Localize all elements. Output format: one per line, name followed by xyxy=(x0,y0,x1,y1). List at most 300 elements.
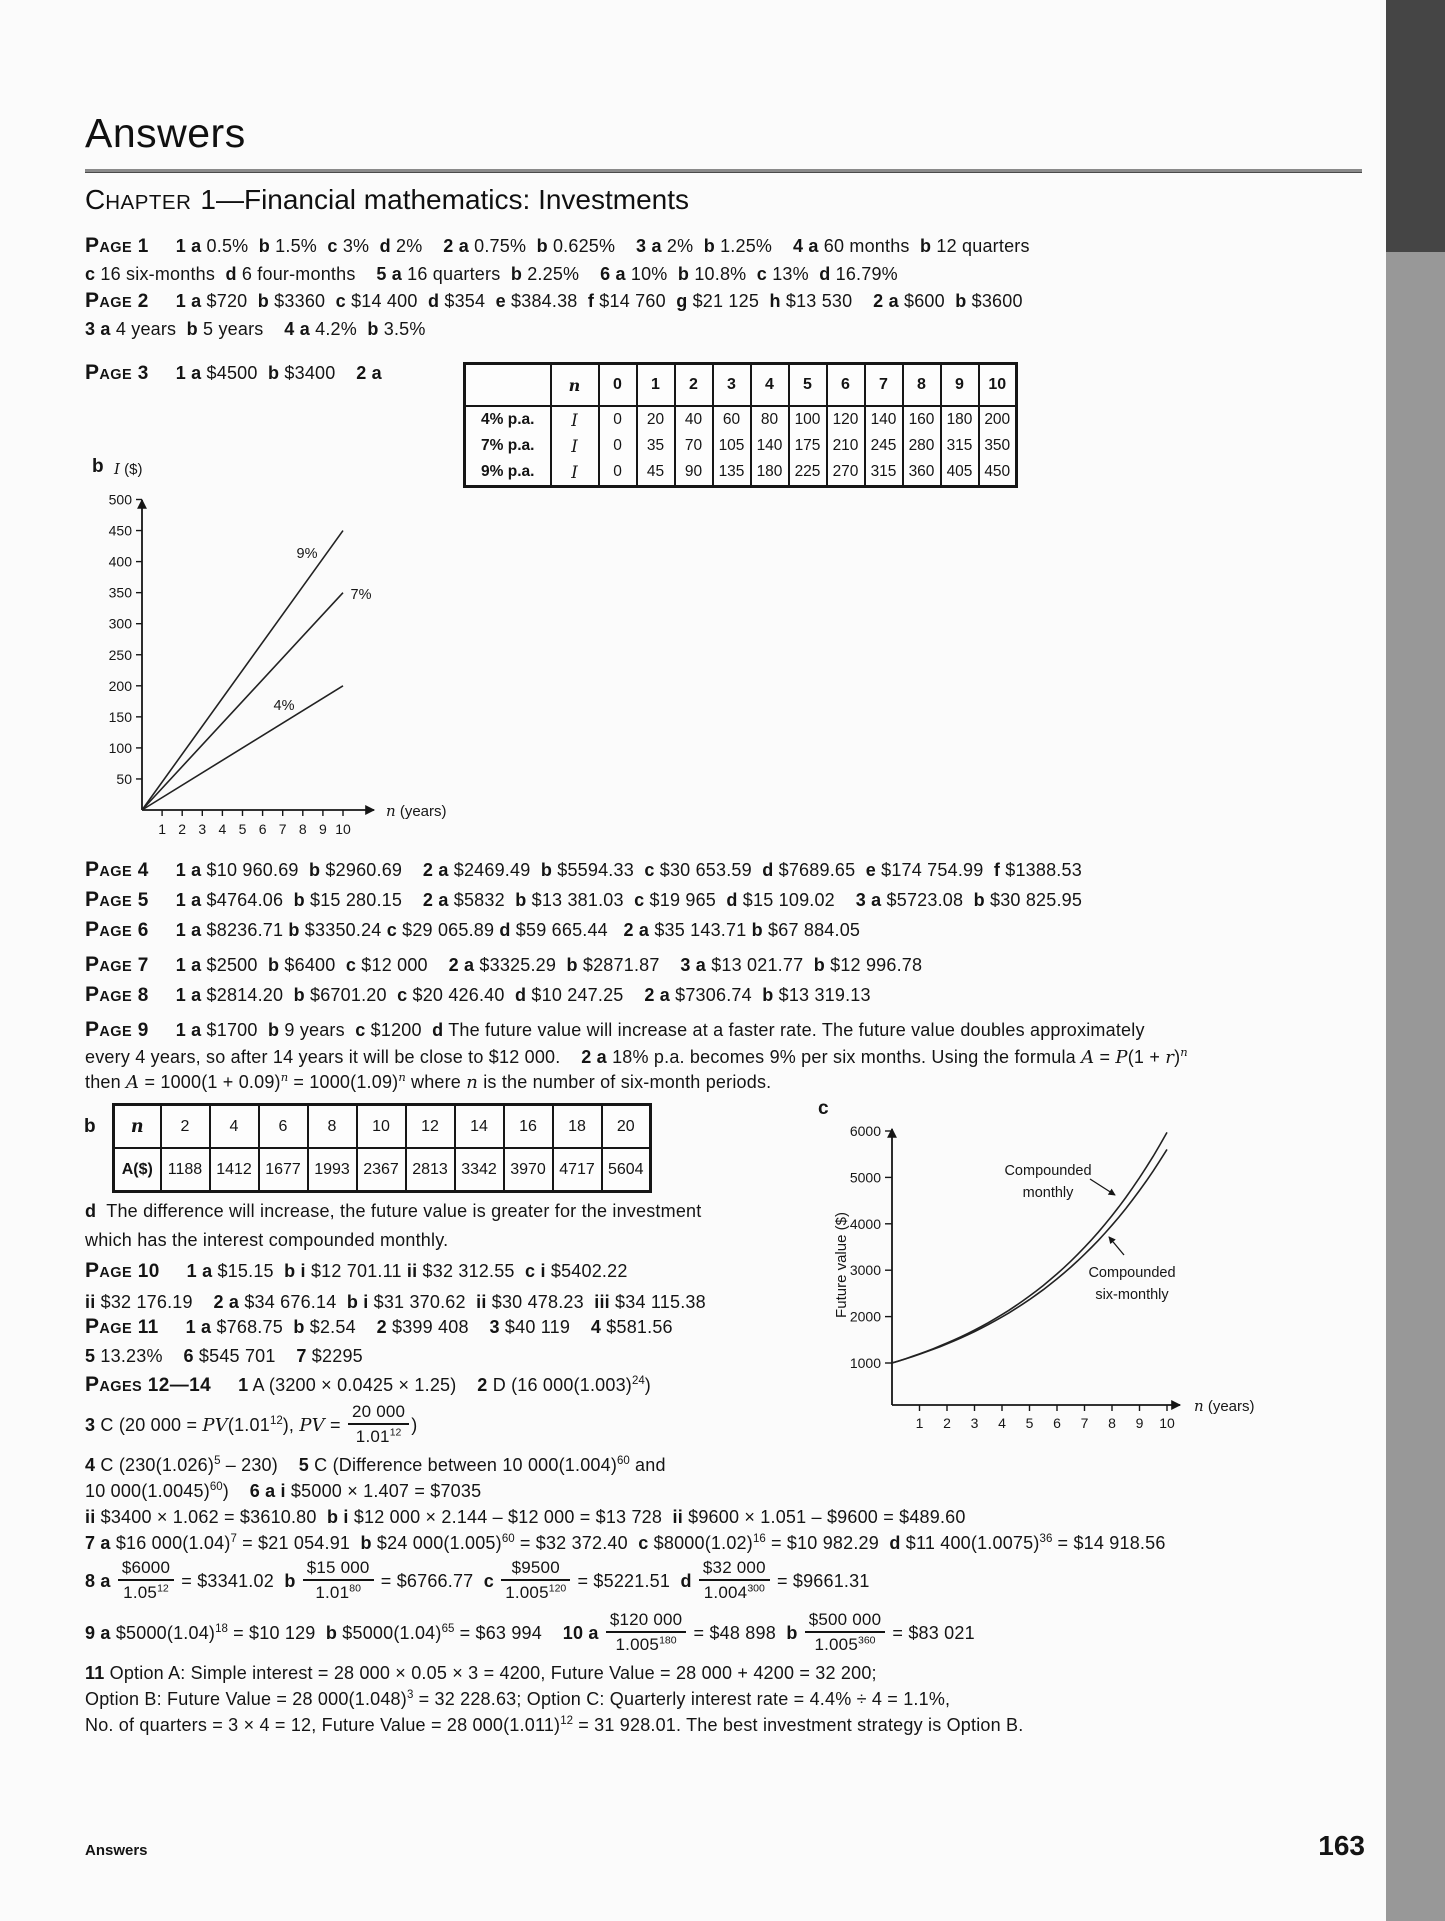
text-segment: b xyxy=(786,1622,798,1643)
answer-line xyxy=(85,1660,1166,1686)
answer-line xyxy=(85,1608,1166,1660)
table-cell: 1412 xyxy=(210,1148,259,1192)
x-tick-label: 9 xyxy=(319,821,327,837)
text-segment: c xyxy=(397,985,408,1005)
text-segment: ) xyxy=(644,1375,651,1395)
text-segment: 13.23% xyxy=(95,1346,184,1366)
answer-line xyxy=(85,1556,1166,1608)
table-cell: I xyxy=(551,433,599,459)
annotation-arrow xyxy=(1090,1179,1115,1195)
page-edge-strip-dark xyxy=(1386,0,1445,252)
text-segment: b xyxy=(268,1020,280,1040)
text-segment: $12 000 × 2.144 – $12 000 = $13 728 xyxy=(348,1507,673,1527)
text-segment: = xyxy=(324,1414,346,1435)
text-segment: 2 xyxy=(477,1375,488,1395)
answer-line xyxy=(85,1313,673,1343)
table-row xyxy=(114,1105,651,1149)
table-cell: 60 xyxy=(713,406,751,433)
table-row xyxy=(465,406,1017,433)
text-segment: = $5221.51 xyxy=(572,1570,681,1591)
text-segment: 8 a xyxy=(85,1570,111,1591)
page-label: PAGE 4 xyxy=(85,858,149,881)
text-segment: 6 a i xyxy=(249,1481,286,1501)
text-segment: b xyxy=(284,1570,296,1591)
text-segment: (1.01 xyxy=(227,1414,270,1435)
page-label: PAGE 5 xyxy=(85,888,149,911)
text-segment: $10 247.25 xyxy=(526,985,645,1005)
text-segment: b xyxy=(293,1317,305,1337)
superscript: 60 xyxy=(209,1481,223,1493)
text-segment: 6 a xyxy=(600,264,626,284)
text-segment: c xyxy=(85,264,96,284)
answer-line xyxy=(85,1045,1188,1071)
text-segment: $2469.49 xyxy=(448,860,541,880)
text-segment: = $14 918.56 xyxy=(1052,1533,1166,1553)
text-segment: $545 701 xyxy=(193,1346,297,1366)
superscript: 65 xyxy=(441,1622,455,1635)
text-segment: 3 a xyxy=(680,955,706,975)
text-segment: $14 400 xyxy=(345,291,428,311)
text-segment: 2 a xyxy=(356,363,382,383)
x-tick-label: 1 xyxy=(915,1415,924,1431)
table-header-cell: 9% p.a. xyxy=(465,459,551,487)
series-label-monthly: Compounded xyxy=(1004,1163,1092,1179)
text-segment: r xyxy=(1165,1046,1175,1068)
table-cell: 18 xyxy=(553,1105,602,1149)
series-line-7% xyxy=(142,593,343,810)
table-cell: 2 xyxy=(161,1105,210,1149)
table-cell: 405 xyxy=(941,459,979,487)
answer-line xyxy=(85,857,1082,885)
text-segment: $30 478.23 xyxy=(486,1292,595,1312)
text-segment: $59 665.44 xyxy=(510,920,624,940)
superscript: 180 xyxy=(659,1634,677,1647)
footer-page-number: 163 xyxy=(1318,1830,1365,1861)
table-cell: 4 xyxy=(210,1105,259,1149)
text-segment: b xyxy=(536,236,548,256)
text-segment: $12 701.11 xyxy=(305,1261,407,1281)
text-segment: b xyxy=(677,264,690,284)
text-segment: b xyxy=(510,264,523,284)
answers-page-4 xyxy=(85,857,1082,885)
text-segment: b xyxy=(955,291,967,311)
chapter-title: 1—Financial mathematics: Investments xyxy=(200,184,690,215)
table-cell: 3342 xyxy=(455,1148,504,1192)
text-segment: $24 000(1.005) xyxy=(371,1533,502,1553)
text-segment: $3600 xyxy=(966,291,1023,311)
text-segment: $1200 xyxy=(365,1020,433,1040)
text-segment: $6400 xyxy=(279,955,346,975)
text-segment: 16 six-months xyxy=(95,264,226,284)
table-header-cell: 0 xyxy=(599,364,637,407)
text-segment: A xyxy=(1081,1046,1095,1068)
text-segment: 11 xyxy=(85,1663,105,1683)
answers-page-7 xyxy=(85,952,922,980)
text-segment: 3 a xyxy=(85,319,111,339)
table-cell: 10 xyxy=(357,1105,406,1149)
text-segment: 4.2% xyxy=(309,319,368,339)
text-segment: 10 a xyxy=(562,1622,599,1643)
text-segment: 1 a xyxy=(175,236,202,256)
x-tick-label: 8 xyxy=(298,821,307,837)
x-tick-label: 5 xyxy=(1025,1415,1034,1431)
text-segment: n xyxy=(466,1072,479,1093)
text-segment: $2814.20 xyxy=(201,985,294,1005)
text-segment: $13 021.77 xyxy=(706,955,814,975)
x-tick-label: 10 xyxy=(1159,1415,1175,1431)
text-segment: c i xyxy=(525,1261,546,1281)
text-segment: g xyxy=(676,291,688,311)
text-segment: C (20 000 = xyxy=(95,1414,203,1435)
answer-line xyxy=(85,1686,1166,1712)
text-segment: 1.005 xyxy=(814,1635,858,1654)
table-cell: 40 xyxy=(675,406,713,433)
text-segment: then xyxy=(85,1072,127,1092)
text-segment: $3400 xyxy=(279,363,357,383)
x-tick-label: 1 xyxy=(158,821,166,837)
table-cell: 16 xyxy=(504,1105,553,1149)
superscript: 12 xyxy=(269,1414,283,1427)
text-segment: c xyxy=(386,920,397,940)
text-segment: = $63 994 xyxy=(454,1622,563,1643)
x-axis-label: n (years) xyxy=(1194,1397,1255,1415)
text-segment: 10 000(1.0045) xyxy=(85,1481,210,1501)
text-segment: = $32 372.40 xyxy=(514,1533,639,1553)
text-segment: 1.25% xyxy=(714,236,793,256)
text-segment: $5402.22 xyxy=(545,1261,628,1281)
text-segment: 1 a xyxy=(186,1261,213,1281)
answers-page-3 xyxy=(85,360,382,388)
text-segment xyxy=(296,1571,301,1591)
text-segment: 2.25% xyxy=(522,264,601,284)
answer-line xyxy=(85,1530,1166,1556)
text-segment: $13 319.13 xyxy=(773,985,871,1005)
x-tick-label: 3 xyxy=(198,821,207,837)
text-segment: b xyxy=(293,890,305,910)
text-segment: b xyxy=(360,1533,372,1553)
page-label: PAGE 3 xyxy=(85,361,149,384)
text-segment: = $83 021 xyxy=(887,1622,975,1643)
text-segment: = $48 898 xyxy=(688,1622,787,1643)
text-segment: P xyxy=(1115,1046,1128,1068)
text-segment: $15 109.02 xyxy=(737,890,856,910)
text-segment: 12 quarters xyxy=(931,236,1030,256)
table-cell: 70 xyxy=(675,433,713,459)
text-segment: e xyxy=(495,291,506,311)
answer-line xyxy=(85,917,860,945)
table-header-cell: 1 xyxy=(637,364,675,407)
text-segment: 2% xyxy=(390,236,444,256)
text-segment: $9600 × 1.051 – $9600 = $489.60 xyxy=(682,1507,966,1527)
x-tick-label: 2 xyxy=(178,821,187,837)
x-tick-label: 4 xyxy=(218,821,227,837)
table-cell: I xyxy=(551,459,599,487)
answers-page-9 xyxy=(85,1018,1188,1096)
text-segment: 4 xyxy=(590,1317,602,1337)
text-segment: 1.004 xyxy=(703,1583,748,1602)
table-row xyxy=(114,1148,651,1192)
graph-part-letter-b: b xyxy=(92,456,104,477)
text-segment: $67 884.05 xyxy=(762,920,861,940)
table-cell: 100 xyxy=(789,406,827,433)
series-label-six-monthly: Compounded xyxy=(1088,1265,1176,1281)
table-cell: 280 xyxy=(903,433,941,459)
text-segment: $581.56 xyxy=(601,1317,673,1337)
page-label: PAGE 6 xyxy=(85,918,149,941)
text-segment: Option A: Simple interest = 28 000 × 0.05 × 3 = 4200, Future Value = 28 000 + 4200 = 32 200; xyxy=(104,1663,877,1683)
text-segment: b xyxy=(515,890,527,910)
page-label: PAGE 11 xyxy=(85,1315,159,1338)
answers-page-2 xyxy=(85,288,1023,342)
answer-line xyxy=(85,1452,1166,1478)
text-segment: $32 312.55 xyxy=(417,1261,526,1281)
table-part-letter-b: b xyxy=(84,1116,96,1137)
series-line-9% xyxy=(142,531,343,810)
y-tick-label: 300 xyxy=(108,615,132,632)
text-segment: 1 a xyxy=(185,1317,212,1337)
text-segment: iii xyxy=(594,1292,610,1312)
text-segment: 5 a xyxy=(376,264,402,284)
series-label-9%: 9% xyxy=(296,546,318,562)
y-axis-label: Future value ($) xyxy=(833,1212,850,1318)
text-segment: 1.01 xyxy=(315,1583,350,1602)
table-cell: 140 xyxy=(751,433,789,459)
x-tick-label: 9 xyxy=(1135,1415,1144,1431)
text-segment: $31 370.62 xyxy=(368,1292,477,1312)
table-cell: 90 xyxy=(675,459,713,487)
y-tick-label: 150 xyxy=(108,708,132,725)
x-tick-label: 10 xyxy=(335,821,351,837)
text-segment: $1700 xyxy=(201,1020,268,1040)
x-tick-label: 7 xyxy=(1080,1415,1089,1431)
text-segment: 9 a xyxy=(85,1622,111,1643)
text-segment: = $3341.02 xyxy=(176,1570,285,1591)
text-segment xyxy=(111,1571,116,1591)
table-cell: 200 xyxy=(979,406,1017,433)
fraction xyxy=(699,1557,770,1603)
text-segment: b xyxy=(703,236,715,256)
text-segment: b xyxy=(268,955,280,975)
text-segment: 10% xyxy=(625,264,678,284)
x-tick-label: 8 xyxy=(1108,1415,1116,1431)
text-segment: 2 a xyxy=(213,1292,240,1312)
answers-page-6 xyxy=(85,917,860,945)
text-segment: $8000(1.02) xyxy=(648,1533,753,1553)
annotation-arrow xyxy=(1109,1237,1124,1255)
text-segment: $174 754.99 xyxy=(875,860,994,880)
text-segment: 1 a xyxy=(175,920,202,940)
text-segment: $3325.29 xyxy=(474,955,567,975)
text-segment: $32 176.19 xyxy=(95,1292,214,1312)
text-segment: b xyxy=(973,890,985,910)
text-segment: The difference will increase, the future value is greater for the investment xyxy=(96,1201,702,1221)
text-segment: A xyxy=(126,1072,140,1093)
answer-line xyxy=(85,233,1030,261)
series-label-4%: 4% xyxy=(273,698,295,714)
text-segment: $34 676.14 xyxy=(239,1292,347,1312)
superscript: 5 xyxy=(214,1455,221,1467)
table-row xyxy=(465,459,1017,487)
text-segment: b xyxy=(762,985,774,1005)
table-cell: 1677 xyxy=(259,1148,308,1192)
text-segment: $6701.20 xyxy=(304,985,398,1005)
text-segment: 0.75% xyxy=(468,236,537,256)
table-cell: 5604 xyxy=(602,1148,651,1192)
y-tick-label: 250 xyxy=(108,646,132,663)
text-segment: $720 xyxy=(201,291,258,311)
text-segment: d xyxy=(432,1020,444,1040)
text-segment: 1 a xyxy=(175,890,202,910)
text-segment: $32 000 xyxy=(702,1558,766,1577)
superscript: 60 xyxy=(501,1533,515,1545)
text-segment: $15.15 xyxy=(212,1261,285,1281)
table-cell: 210 xyxy=(827,433,865,459)
table-cell: 245 xyxy=(865,433,903,459)
answer-line xyxy=(85,1343,673,1370)
text-segment: b xyxy=(566,955,578,975)
text-segment: 2 a xyxy=(443,236,469,256)
text-segment: $34 115.38 xyxy=(609,1292,706,1312)
text-segment: b xyxy=(186,319,198,339)
page-title: Answers xyxy=(85,110,246,156)
text-segment: $4764.06 xyxy=(201,890,294,910)
text-segment: c xyxy=(355,1020,366,1040)
text-segment: 2 a xyxy=(873,291,899,311)
text-segment: = $10 982.29 xyxy=(765,1533,890,1553)
text-segment: 1.005 xyxy=(615,1635,660,1654)
text-segment: c xyxy=(335,291,346,311)
text-segment: = $6766.77 xyxy=(375,1570,484,1591)
answer-line xyxy=(85,1256,706,1288)
text-segment: 2 xyxy=(376,1317,387,1337)
text-segment: 0.5% xyxy=(201,236,259,256)
superscript: n xyxy=(398,1070,406,1084)
text-segment: $2871.87 xyxy=(577,955,681,975)
text-segment: $13 381.03 xyxy=(526,890,635,910)
text-segment: 2% xyxy=(661,236,704,256)
text-segment: c xyxy=(638,1533,649,1553)
text-segment: b xyxy=(367,319,379,339)
superscript: 360 xyxy=(857,1634,876,1647)
text-segment: D (16 000(1.003) xyxy=(487,1375,632,1395)
text-segment: 2 a xyxy=(422,890,449,910)
superscript: 7 xyxy=(230,1533,237,1545)
fraction xyxy=(303,1557,374,1603)
text-segment: $29 065.89 xyxy=(396,920,500,940)
text-segment: $3400 × 1.062 = $3610.80 xyxy=(95,1507,328,1527)
x-tick-label: 5 xyxy=(238,821,247,837)
text-segment xyxy=(798,1623,803,1643)
table-cell: 4717 xyxy=(553,1148,602,1192)
page-label: PAGE 1 xyxy=(85,234,149,257)
answers-page-5 xyxy=(85,887,1082,915)
text-segment: 1 a xyxy=(175,985,202,1005)
text-segment: $8236.71 xyxy=(201,920,289,940)
table-header-cell: 2 xyxy=(675,364,713,407)
answer-line xyxy=(85,316,1023,342)
text-segment: 3 a xyxy=(636,236,662,256)
text-segment: $19 965 xyxy=(644,890,727,910)
answer-line xyxy=(85,261,1030,287)
table-header-cell: 9 xyxy=(941,364,979,407)
text-segment: 6 xyxy=(183,1346,194,1366)
text-segment: $16 000(1.04) xyxy=(110,1533,231,1553)
table-cell: I xyxy=(551,406,599,433)
text-segment: 4 years xyxy=(110,319,187,339)
text-segment: b i xyxy=(327,1507,349,1527)
text-segment: 1 xyxy=(238,1375,249,1395)
table-cell: 180 xyxy=(941,406,979,433)
answers-page-1 xyxy=(85,233,1030,287)
table-header-cell: n xyxy=(114,1105,161,1149)
table-cell: 1188 xyxy=(161,1148,210,1192)
text-segment: b xyxy=(813,955,825,975)
answer-line xyxy=(85,1197,725,1226)
text-segment: b xyxy=(540,860,553,880)
x-tick-label: 6 xyxy=(258,821,267,837)
simple-interest-table xyxy=(463,362,1018,488)
superscript: 80 xyxy=(349,1582,361,1595)
table-cell: 1993 xyxy=(308,1148,357,1192)
text-segment: c xyxy=(345,955,357,975)
table-cell: 0 xyxy=(599,406,637,433)
answers-page-8 xyxy=(85,982,871,1010)
table-header-cell: 10 xyxy=(979,364,1017,407)
text-segment: C (Difference between 10 000(1.004) xyxy=(308,1455,618,1475)
answer-line xyxy=(85,1504,1166,1530)
text-segment: $13 530 xyxy=(780,291,874,311)
table-header-cell: 7 xyxy=(865,364,903,407)
superscript: 120 xyxy=(548,1582,567,1595)
page-label: PAGE 10 xyxy=(85,1259,160,1282)
text-segment: $40 119 xyxy=(499,1317,591,1337)
table-header-cell: A($) xyxy=(114,1148,161,1192)
text-segment: (1 + xyxy=(1127,1046,1166,1067)
y-tick-label: 200 xyxy=(108,677,132,694)
text-segment: 2 a xyxy=(581,1046,607,1067)
table-cell: 3970 xyxy=(504,1148,553,1192)
text-segment: Option B: Future Value = 28 000(1.048) xyxy=(85,1689,407,1709)
text-segment: $12 996.78 xyxy=(824,955,923,975)
table-cell: 270 xyxy=(827,459,865,487)
text-segment: $5000 × 1.407 = $7035 xyxy=(285,1481,482,1501)
text-segment: d xyxy=(726,890,738,910)
text-segment: c xyxy=(644,860,655,880)
text-segment: $6000 xyxy=(121,1558,171,1577)
x-tick-label: 7 xyxy=(278,821,287,837)
text-segment: – 230) xyxy=(220,1455,299,1475)
text-segment: 3 xyxy=(85,1414,96,1435)
text-segment: $15 000 xyxy=(306,1558,370,1577)
text-segment: 4 xyxy=(85,1455,96,1475)
table-cell: 6 xyxy=(259,1105,308,1149)
y-tick-label: 100 xyxy=(108,739,132,756)
answer-line xyxy=(85,1226,725,1255)
page-label: PAGES 12—14 xyxy=(85,1373,212,1396)
text-segment: $120 000 xyxy=(609,1610,683,1629)
series-curve-Compounded six-monthly xyxy=(892,1149,1167,1363)
text-segment: $5000(1.04) xyxy=(110,1622,216,1643)
y-tick-label: 6000 xyxy=(849,1123,881,1139)
text-segment: $5594.33 xyxy=(552,860,645,880)
answer-line xyxy=(85,360,382,388)
text-segment: $15 280.15 xyxy=(304,890,423,910)
table-cell: 315 xyxy=(865,459,903,487)
y-tick-label: 4000 xyxy=(849,1215,881,1232)
page-label: PAGE 9 xyxy=(85,1018,149,1041)
text-segment: $21 125 xyxy=(687,291,770,311)
text-segment: 16.79% xyxy=(830,264,898,284)
